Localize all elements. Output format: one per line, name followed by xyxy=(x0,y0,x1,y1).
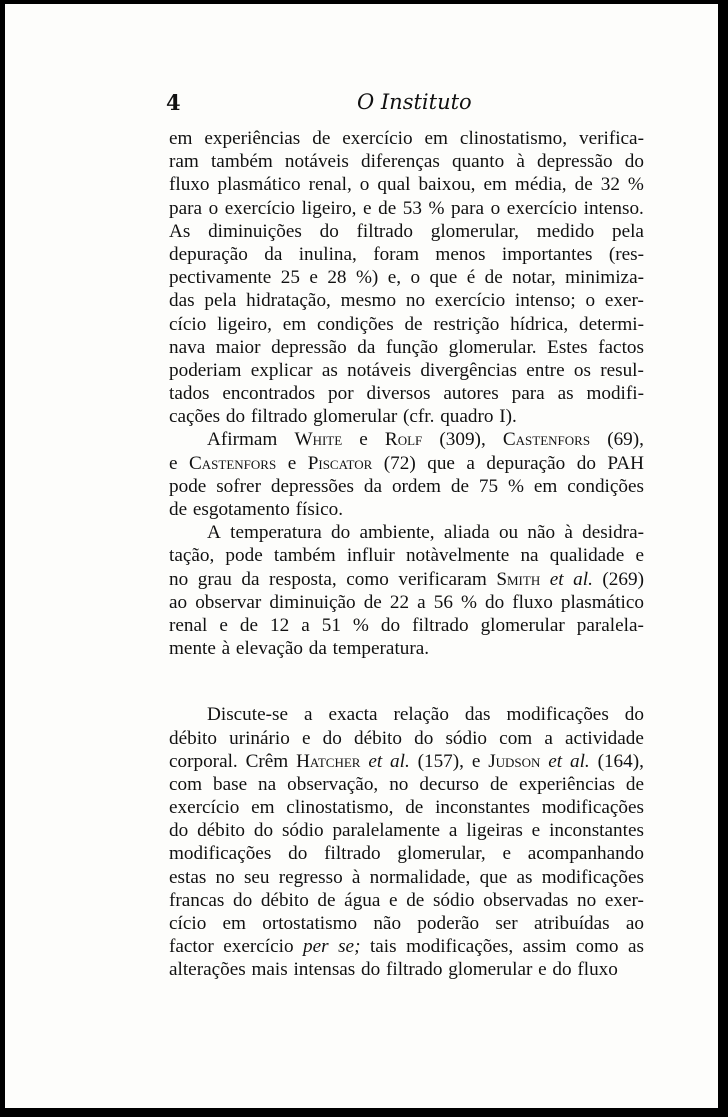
text-line: nava maior depressão da função glomerular. Estes factos xyxy=(169,336,644,358)
text-line: A temperatura do ambiente, aliada ou não à desidra- xyxy=(207,522,644,544)
text-line: pectivamente 25 e 28 %) e, o que é de notar, minimiza- xyxy=(169,267,644,289)
paragraph-1 xyxy=(169,127,644,428)
text-line: e Castenfors e Piscator (72) que a depuração do PAH xyxy=(169,452,644,474)
text-line: alterações mais intensas do filtrado glomerular e do fluxo xyxy=(169,959,618,981)
text-line: Discute-se a exacta relação das modificações do xyxy=(207,704,644,726)
text-line: em experiências de exercício em clinostatismo, verifica- xyxy=(169,128,644,149)
paragraph-3 xyxy=(169,521,644,660)
text-line: pode sofrer depressões da ordem de 75 % em condições xyxy=(169,475,644,497)
page-header xyxy=(5,90,718,120)
text-line: poderiam explicar as notáveis divergências entre os resul- xyxy=(169,359,644,381)
text-line: depuração da inulina, foram menos importantes (res- xyxy=(169,243,644,265)
text-line: francas do débito de água e de sódio observadas no exer- xyxy=(169,889,644,911)
text-line: cações do filtrado glomerular (cfr. quadro I). xyxy=(169,406,517,428)
text-line: débito urinário e do débito do sódio com a actividade xyxy=(169,727,644,749)
text-line: com base na observação, no decurso de experiências de xyxy=(169,773,644,795)
text-line: cício ligeiro, em condições de restrição hídrica, determi- xyxy=(169,313,644,335)
book-page xyxy=(5,4,718,1108)
text-line: mente à elevação da temperatura. xyxy=(169,638,430,660)
text-line: do débito do sódio paralelamente a ligeiras e inconstantes xyxy=(169,820,644,842)
text-line: exercício em clinostatismo, de inconstantes modificações xyxy=(169,797,644,819)
text-line: tação, pode também influir notàvelmente na qualidade e xyxy=(169,545,644,567)
running-head: O Instituto xyxy=(357,90,472,114)
text-line: para o exercício ligeiro, e de 53 % para o exercício intenso. xyxy=(169,197,644,219)
text-line: estas no seu regresso à normalidade, que as modificações xyxy=(169,866,644,888)
text-line: tados encontrados por diversos autores para as modifi- xyxy=(169,383,644,405)
body-text xyxy=(169,127,644,982)
text-line: factor exercício per se; tais modificações, assim como as xyxy=(169,936,644,958)
text-line: As diminuições do filtrado glomerular, medido pela xyxy=(169,220,644,242)
text-line: no grau da resposta, como verificaram Smith et al. (269) xyxy=(169,568,644,590)
text-line: Afirmam White e Rolf (309), Castenfors (69), xyxy=(207,429,644,451)
text-line: de esgotamento físico. xyxy=(169,499,344,520)
text-line: fluxo plasmático renal, o qual baixou, em média, de 32 % xyxy=(169,174,644,196)
text-line: ram também notáveis diferenças quanto à depressão do xyxy=(169,151,644,173)
page-number: 4 xyxy=(166,90,181,115)
text-line: corporal. Crêm Hatcher et al. (157), e Judson et al. (164), xyxy=(169,750,644,772)
paragraph-4 xyxy=(169,703,644,981)
section-gap xyxy=(169,660,644,703)
paragraph-2 xyxy=(169,428,644,521)
text-line: modificações do filtrado glomerular, e acompanhando xyxy=(169,843,644,865)
text-line: ao observar diminuição de 22 a 56 % do fluxo plasmático xyxy=(169,591,644,613)
text-line: das pela hidratação, mesmo no exercício intenso; o exer- xyxy=(169,290,644,312)
text-line: cício em ortostatismo não poderão ser atribuídas ao xyxy=(169,913,644,934)
text-line: renal e de 12 a 51 % do filtrado glomerular paralela- xyxy=(169,614,644,636)
